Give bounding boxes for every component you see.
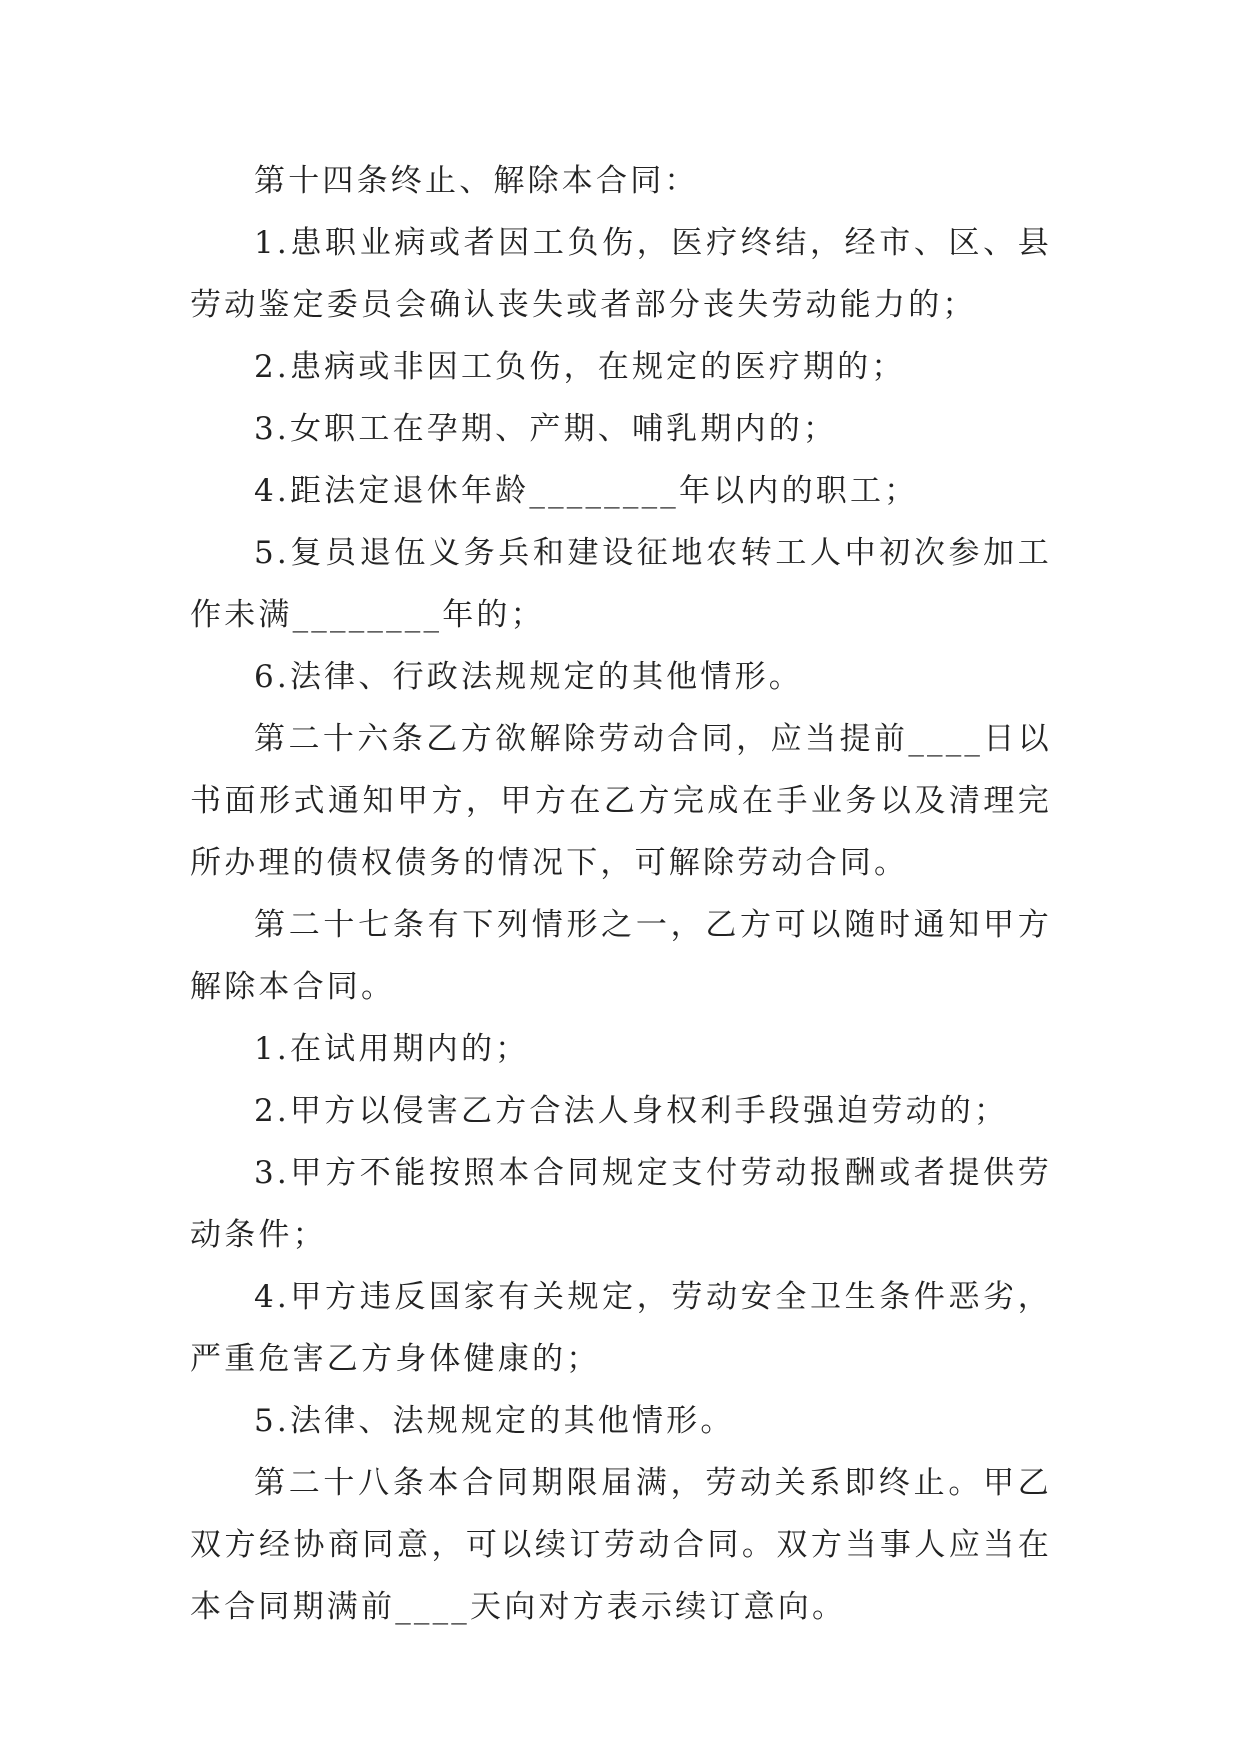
article-14-item-6: 6.法律、行政法规规定的其他情形。 — [254, 659, 803, 695]
article-14-item-5: 5.复员退伍义务兵和建设征地农转工人中初次参加工作未满________年的； — [190, 535, 1052, 633]
article-27-item-4: 4.甲方违反国家有关规定，劳动安全卫生条件恶劣，严重危害乙方身体健康的； — [190, 1279, 1052, 1377]
article-14-item-4: 4.距法定退休年龄________年以内的职工； — [254, 473, 919, 509]
article-14-item-2: 2.患病或非因工负伤，在规定的医疗期的； — [254, 349, 906, 385]
article-27-item-3: 3.甲方不能按照本合同规定支付劳动报酬或者提供劳动条件； — [190, 1155, 1052, 1253]
article-27-item-2: 2.甲方以侵害乙方合法人身权利手段强迫劳动的； — [254, 1093, 1009, 1129]
article-14-heading: 第十四条终止、解除本合同： — [254, 163, 699, 199]
article-27-heading: 第二十七条有下列情形之一，乙方可以随时通知甲方解除本合同。 — [190, 907, 1052, 1005]
article-26-paragraph: 第二十六条乙方欲解除劳动合同，应当提前____日以书面形式通知甲方，甲方在乙方完成在手业务以及清理完所办理的债权债务的情况下，可解除劳动合同。 — [190, 721, 1052, 881]
article-27-item-1: 1.在试用期内的； — [254, 1031, 530, 1067]
article-14-item-1: 1.患职业病或者因工负伤，医疗终结，经市、区、县劳动鉴定委员会确认丧失或者部分丧失劳动能力的； — [190, 225, 1052, 323]
article-27-item-5: 5.法律、法规规定的其他情形。 — [254, 1403, 735, 1439]
document-body — [190, 150, 1052, 1638]
article-28-paragraph: 第二十八条本合同期限届满，劳动关系即终止。甲乙双方经协商同意，可以续订劳动合同。双方当事人应当在本合同期满前____天向对方表示续订意向。 — [190, 1465, 1052, 1625]
article-14-item-3: 3.女职工在孕期、产期、哺乳期内的； — [254, 411, 838, 447]
